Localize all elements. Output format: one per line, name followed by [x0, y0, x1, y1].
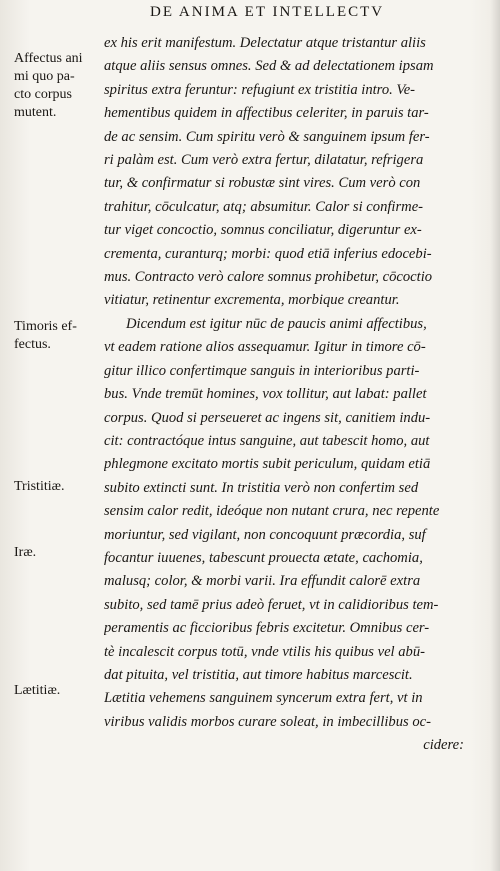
margin-note-line: Affectus ani [14, 51, 83, 66]
margin-note-line: mutent. [14, 105, 57, 120]
margin-note-line: Iræ. [14, 545, 37, 560]
text-line: dat pituita, vel tristitia, aut timore habitus marcescit. [104, 666, 413, 683]
text-line: corpus. Quod si perseueret ac ingens sit, canitiem indu- [104, 409, 431, 426]
text-line: cidere: [423, 737, 464, 754]
margin-note-line: mi quo pa- [14, 69, 75, 84]
margin-note-line: cto corpus [14, 87, 72, 102]
text-line: malusq; color, & morbi varii. Ira effundit calorē extra [104, 573, 421, 590]
margin-note-affectus [14, 50, 110, 122]
text-line: tur viget concoctio, somnus conciliatur, digeruntur ex- [104, 222, 422, 239]
running-header: DE ANIMA ET INTELLECTV [150, 4, 385, 20]
text-line: cit: contractóque intus sanguine, aut tabescit homo, aut [104, 432, 430, 449]
text-line: crementa, curanturq; morbi: quod etiā inferius edocebi- [104, 245, 432, 262]
text-line: tur, & confirmatur si robustæ sint vires. Cum verò con [104, 175, 421, 192]
text-line: vt eadem ratione alios assequamur. Igitur in timore cō- [104, 339, 426, 356]
margin-note-laetitiae [14, 682, 110, 700]
margin-note-line: fectus. [14, 337, 51, 352]
text-line: phlegmone excitato mortis subit periculum, quidam etiā [104, 456, 431, 473]
margin-note-line: Tristitiæ. [14, 479, 65, 494]
body-text [104, 32, 486, 758]
margin-note-tristitiae [14, 478, 110, 496]
text-line: peramentis ac ficcioribus febris excitetur. Omnibus cer- [104, 620, 430, 637]
margin-note-irae [14, 544, 110, 562]
text-line: hementibus quidem in affectibus celeriter, in paruis tar- [104, 105, 429, 122]
margin-note-line: Lætitiæ. [14, 683, 61, 698]
text-line: focantur iuuenes, tabescunt prouecta ætate, cachomia, [104, 549, 423, 566]
margin-note-timoris [14, 318, 110, 354]
text-line: subito, sed tamē prius adeò feruet, vt in calidioribus tem- [104, 596, 439, 613]
text-line: trahitur, cōculcatur, atq; absumitur. Calor si confirme- [104, 198, 424, 215]
text-line: gitur illico confertimque sanguis in interioribus parti- [104, 362, 420, 379]
text-line: atque aliis sensus omnes. Sed & ad delectationem ipsam [104, 58, 434, 75]
text-line: bus. Vnde tremūt homines, vox tollitur, aut labat: pallet [104, 386, 427, 403]
text-line: de ac sensim. Cum spiritu verò & sanguinem ipsum fer- [104, 128, 430, 145]
text-line: tè incalescit corpus totū, vnde vtilis his quibus vel abū- [104, 643, 426, 660]
text-line: subito extincti sunt. In tristitia verò non confertim sed [104, 479, 419, 496]
text-line: mus. Contracto verò calore somnus prohibetur, cōcoctio [104, 269, 433, 286]
text-line: sensim calor redit, ideóque non nutant crura, nec repente [104, 503, 440, 520]
text-line: spiritus extra feruntur: refugiunt ex tristitia intro. Ve- [104, 81, 416, 98]
margin-note-line: Timoris ef- [14, 319, 77, 334]
text-line: Lætitia vehemens sanguinem syncerum extra fert, vt in [104, 690, 423, 707]
text-line: Dicendum est igitur nūc de paucis animi affectibus, [126, 315, 427, 332]
text-line: vitiatur, retinentur excrementa, morbique creantur. [104, 292, 400, 309]
page-edge-shadow [490, 0, 500, 871]
text-line: moriuntur, sed vigilant, non concoquunt præcordia, suf [104, 526, 426, 543]
text-line: ri palàm est. Cum verò extra fertur, dilatatur, refrigera [104, 152, 424, 169]
text-line: ex his erit manifestum. Delectatur atque tristantur aliis [104, 35, 426, 51]
text-line: viribus validis morbos curare soleat, in imbecillibus oc- [104, 713, 431, 730]
